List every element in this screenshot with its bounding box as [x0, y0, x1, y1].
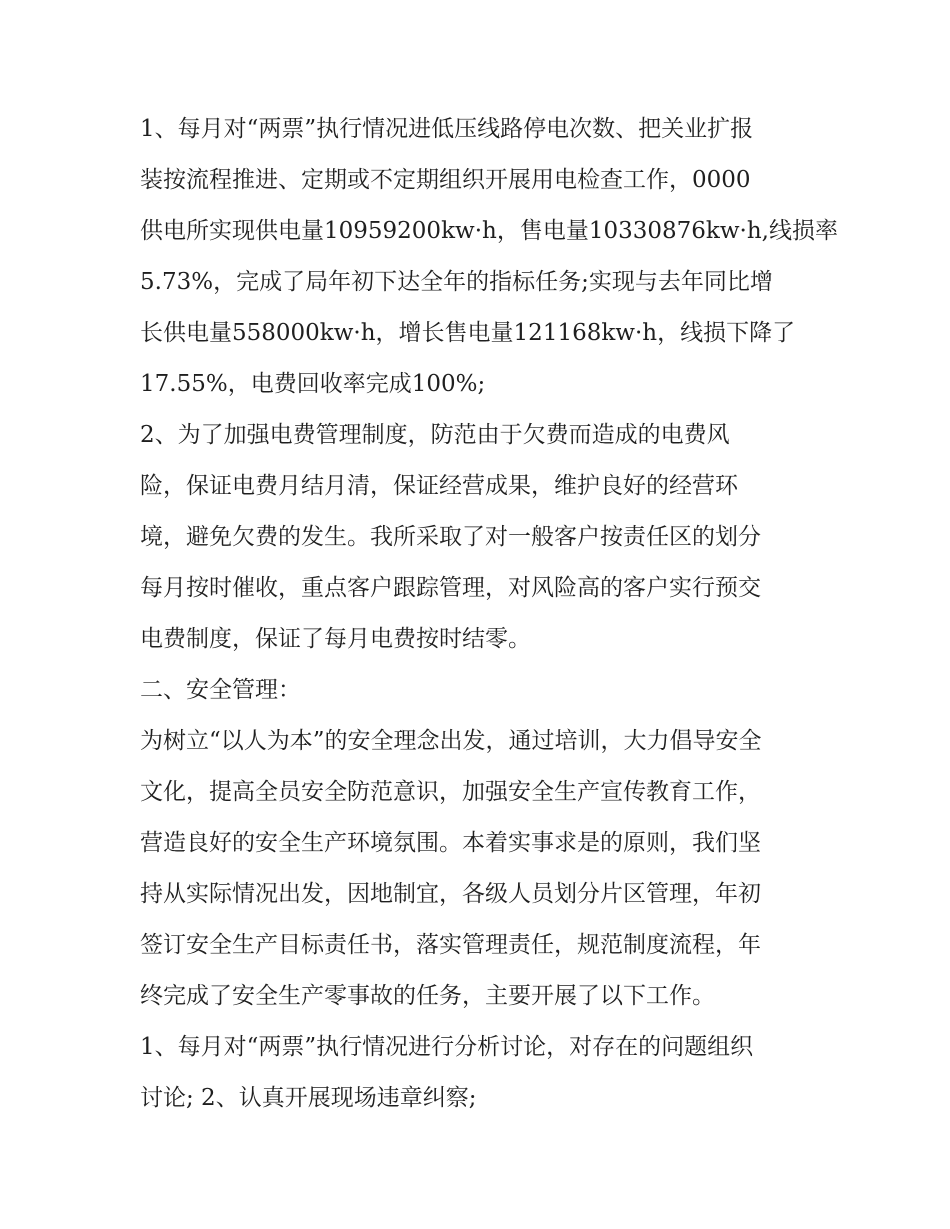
text-line-7: 2、为了加强电费管理制度，防范由于欠费而造成的电费风 [140, 422, 730, 448]
text-line-10: 每月按时催收，重点客户跟踪管理，对风险高的客户实行预交 [140, 575, 761, 601]
text-line-14: 文化，提高全员安全防范意识，加强安全生产宣传教育工作， [140, 779, 761, 805]
text-line-3: 供电所实现供电量10959200kw·h，售电量10330876kw·h,线损率 [140, 218, 838, 244]
text-line-18: 终完成了安全生产零事故的任务，主要开展了以下工作。 [140, 983, 715, 1009]
text-line-11: 电费制度，保证了每月电费按时结零。 [140, 626, 531, 652]
text-line-15: 营造良好的安全生产环境氛围。本着实事求是的原则，我们坚 [140, 830, 761, 856]
section-heading: 二、安全管理： [140, 677, 301, 703]
document-body [140, 104, 838, 1124]
text-line-4: 5.73%，完成了局年初下达全年的指标任务;实现与去年同比增 [140, 269, 773, 295]
text-line-20: 讨论; 2、认真开展现场违章纠察; [140, 1085, 477, 1111]
text-line-2: 装按流程推进、定期或不定期组织开展用电检查工作，0000 [140, 167, 751, 193]
text-line-1: 1、每月对“两票”执行情况进低压线路停电次数、把关业扩报 [140, 116, 754, 142]
text-line-19: 1、每月对“两票”执行情况进行分析讨论，对存在的问题组织 [140, 1034, 754, 1060]
text-line-16: 持从实际情况出发，因地制宜，各级人员划分片区管理，年初 [140, 881, 761, 907]
text-line-5: 长供电量558000kw·h，增长售电量121168kw·h，线损下降了 [140, 320, 796, 346]
text-line-13: 为树立“以人为本”的安全理念出发，通过培训，大力倡导安全 [140, 728, 762, 754]
text-line-17: 签订安全生产目标责任书，落实管理责任，规范制度流程，年 [140, 932, 761, 958]
text-line-8: 险，保证电费月结月清，保证经营成果，维护良好的经营环 [140, 473, 738, 499]
text-line-9: 境，避免欠费的发生。我所采取了对一般客户按责任区的划分 [140, 524, 761, 550]
text-line-6: 17.55%，电费回收率完成100%; [140, 371, 486, 397]
